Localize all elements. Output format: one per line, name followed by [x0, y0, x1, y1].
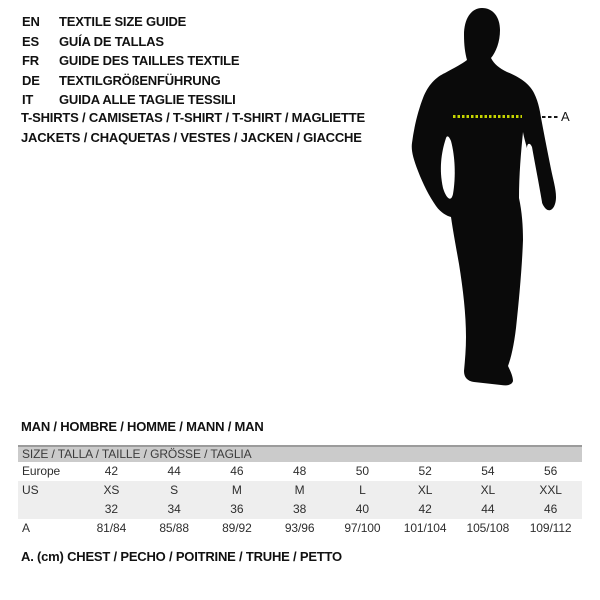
- table-cell: 42: [104, 464, 118, 478]
- table-cell: 42: [418, 502, 432, 516]
- language-label: TEXTILGRÖßENFÜHRUNG: [59, 72, 221, 88]
- table-cell: M: [294, 483, 305, 497]
- table-cell: 97/100: [344, 521, 381, 535]
- row-label: Europe: [22, 464, 61, 478]
- table-cell: XL: [480, 483, 496, 497]
- size-table: [18, 445, 582, 538]
- table-cell: S: [170, 483, 179, 497]
- table-cell: 101/104: [403, 521, 447, 535]
- language-row: [22, 32, 239, 52]
- table-cell: 40: [355, 502, 369, 516]
- language-code: EN: [22, 14, 40, 29]
- language-label: GUÍA DE TALLAS: [59, 33, 164, 49]
- language-label: GUIDA ALLE TAGLIE TESSILI: [59, 92, 236, 108]
- table-row-us: [18, 481, 582, 500]
- table-row-us-numeric: [18, 500, 582, 519]
- table-cell: 54: [481, 464, 495, 478]
- table-cell: 36: [230, 502, 244, 516]
- language-code: IT: [22, 92, 34, 108]
- table-cell: 109/112: [529, 521, 572, 535]
- table-cell: 44: [167, 464, 181, 478]
- table-cell: XS: [103, 483, 120, 497]
- language-code: FR: [22, 53, 39, 69]
- table-row-europe: [18, 462, 582, 481]
- size-table-header: SIZE / TALLA / TAILLE / GRÖSSE / TAGLIA: [18, 445, 582, 462]
- language-code: ES: [22, 33, 39, 49]
- language-code: DE: [22, 72, 40, 88]
- table-row-chest-a: [18, 519, 582, 538]
- table-cell: 34: [167, 502, 181, 516]
- row-label: A: [22, 521, 30, 535]
- table-cell: 93/96: [284, 521, 315, 535]
- table-cell: XXL: [539, 483, 562, 497]
- category-line-jackets: JACKETS / CHAQUETAS / VESTES / JACKEN / GIACCHE: [21, 130, 362, 145]
- table-cell: 105/108: [466, 521, 510, 535]
- category-line-tshirts: T-SHIRTS / CAMISETAS / T-SHIRT / T-SHIRT / MAGLIETTE: [21, 110, 365, 125]
- row-label: US: [22, 483, 39, 497]
- table-cell: 89/92: [222, 521, 252, 535]
- language-row: [22, 71, 239, 91]
- table-cell: 32: [104, 502, 118, 516]
- table-cell: 38: [293, 502, 307, 516]
- man-silhouette-path: [412, 8, 556, 385]
- language-label: TEXTILE SIZE GUIDE: [59, 14, 187, 29]
- table-cell: 46: [544, 502, 558, 516]
- language-label: GUIDE DES TAILLES TEXTILE: [59, 53, 240, 69]
- table-cell: XL: [417, 483, 433, 497]
- measure-leader-dashes: [542, 116, 559, 118]
- row-label: [18, 500, 80, 519]
- table-cell: 48: [293, 464, 307, 478]
- chest-measure-line: [453, 115, 522, 118]
- table-cell: L: [359, 483, 366, 497]
- garment-categories: [21, 108, 365, 148]
- language-list: [22, 12, 239, 110]
- man-silhouette-image: [400, 0, 600, 400]
- measurement-footnote: A. (cm) CHEST / PECHO / POITRINE / TRUHE / PETTO: [21, 549, 342, 564]
- measure-marker-a: A: [561, 109, 570, 124]
- table-cell: 56: [544, 464, 558, 478]
- table-cell: 52: [418, 464, 432, 478]
- table-cell: 50: [355, 464, 369, 478]
- table-cell: 85/88: [159, 521, 189, 535]
- table-cell: M: [231, 483, 242, 497]
- table-cell: 81/84: [96, 521, 127, 535]
- section-title-man: MAN / HOMBRE / HOMME / MANN / MAN: [21, 419, 264, 434]
- table-cell: 44: [481, 502, 495, 516]
- language-row: [22, 51, 239, 71]
- table-cell: 46: [230, 464, 244, 478]
- language-row: [22, 12, 239, 32]
